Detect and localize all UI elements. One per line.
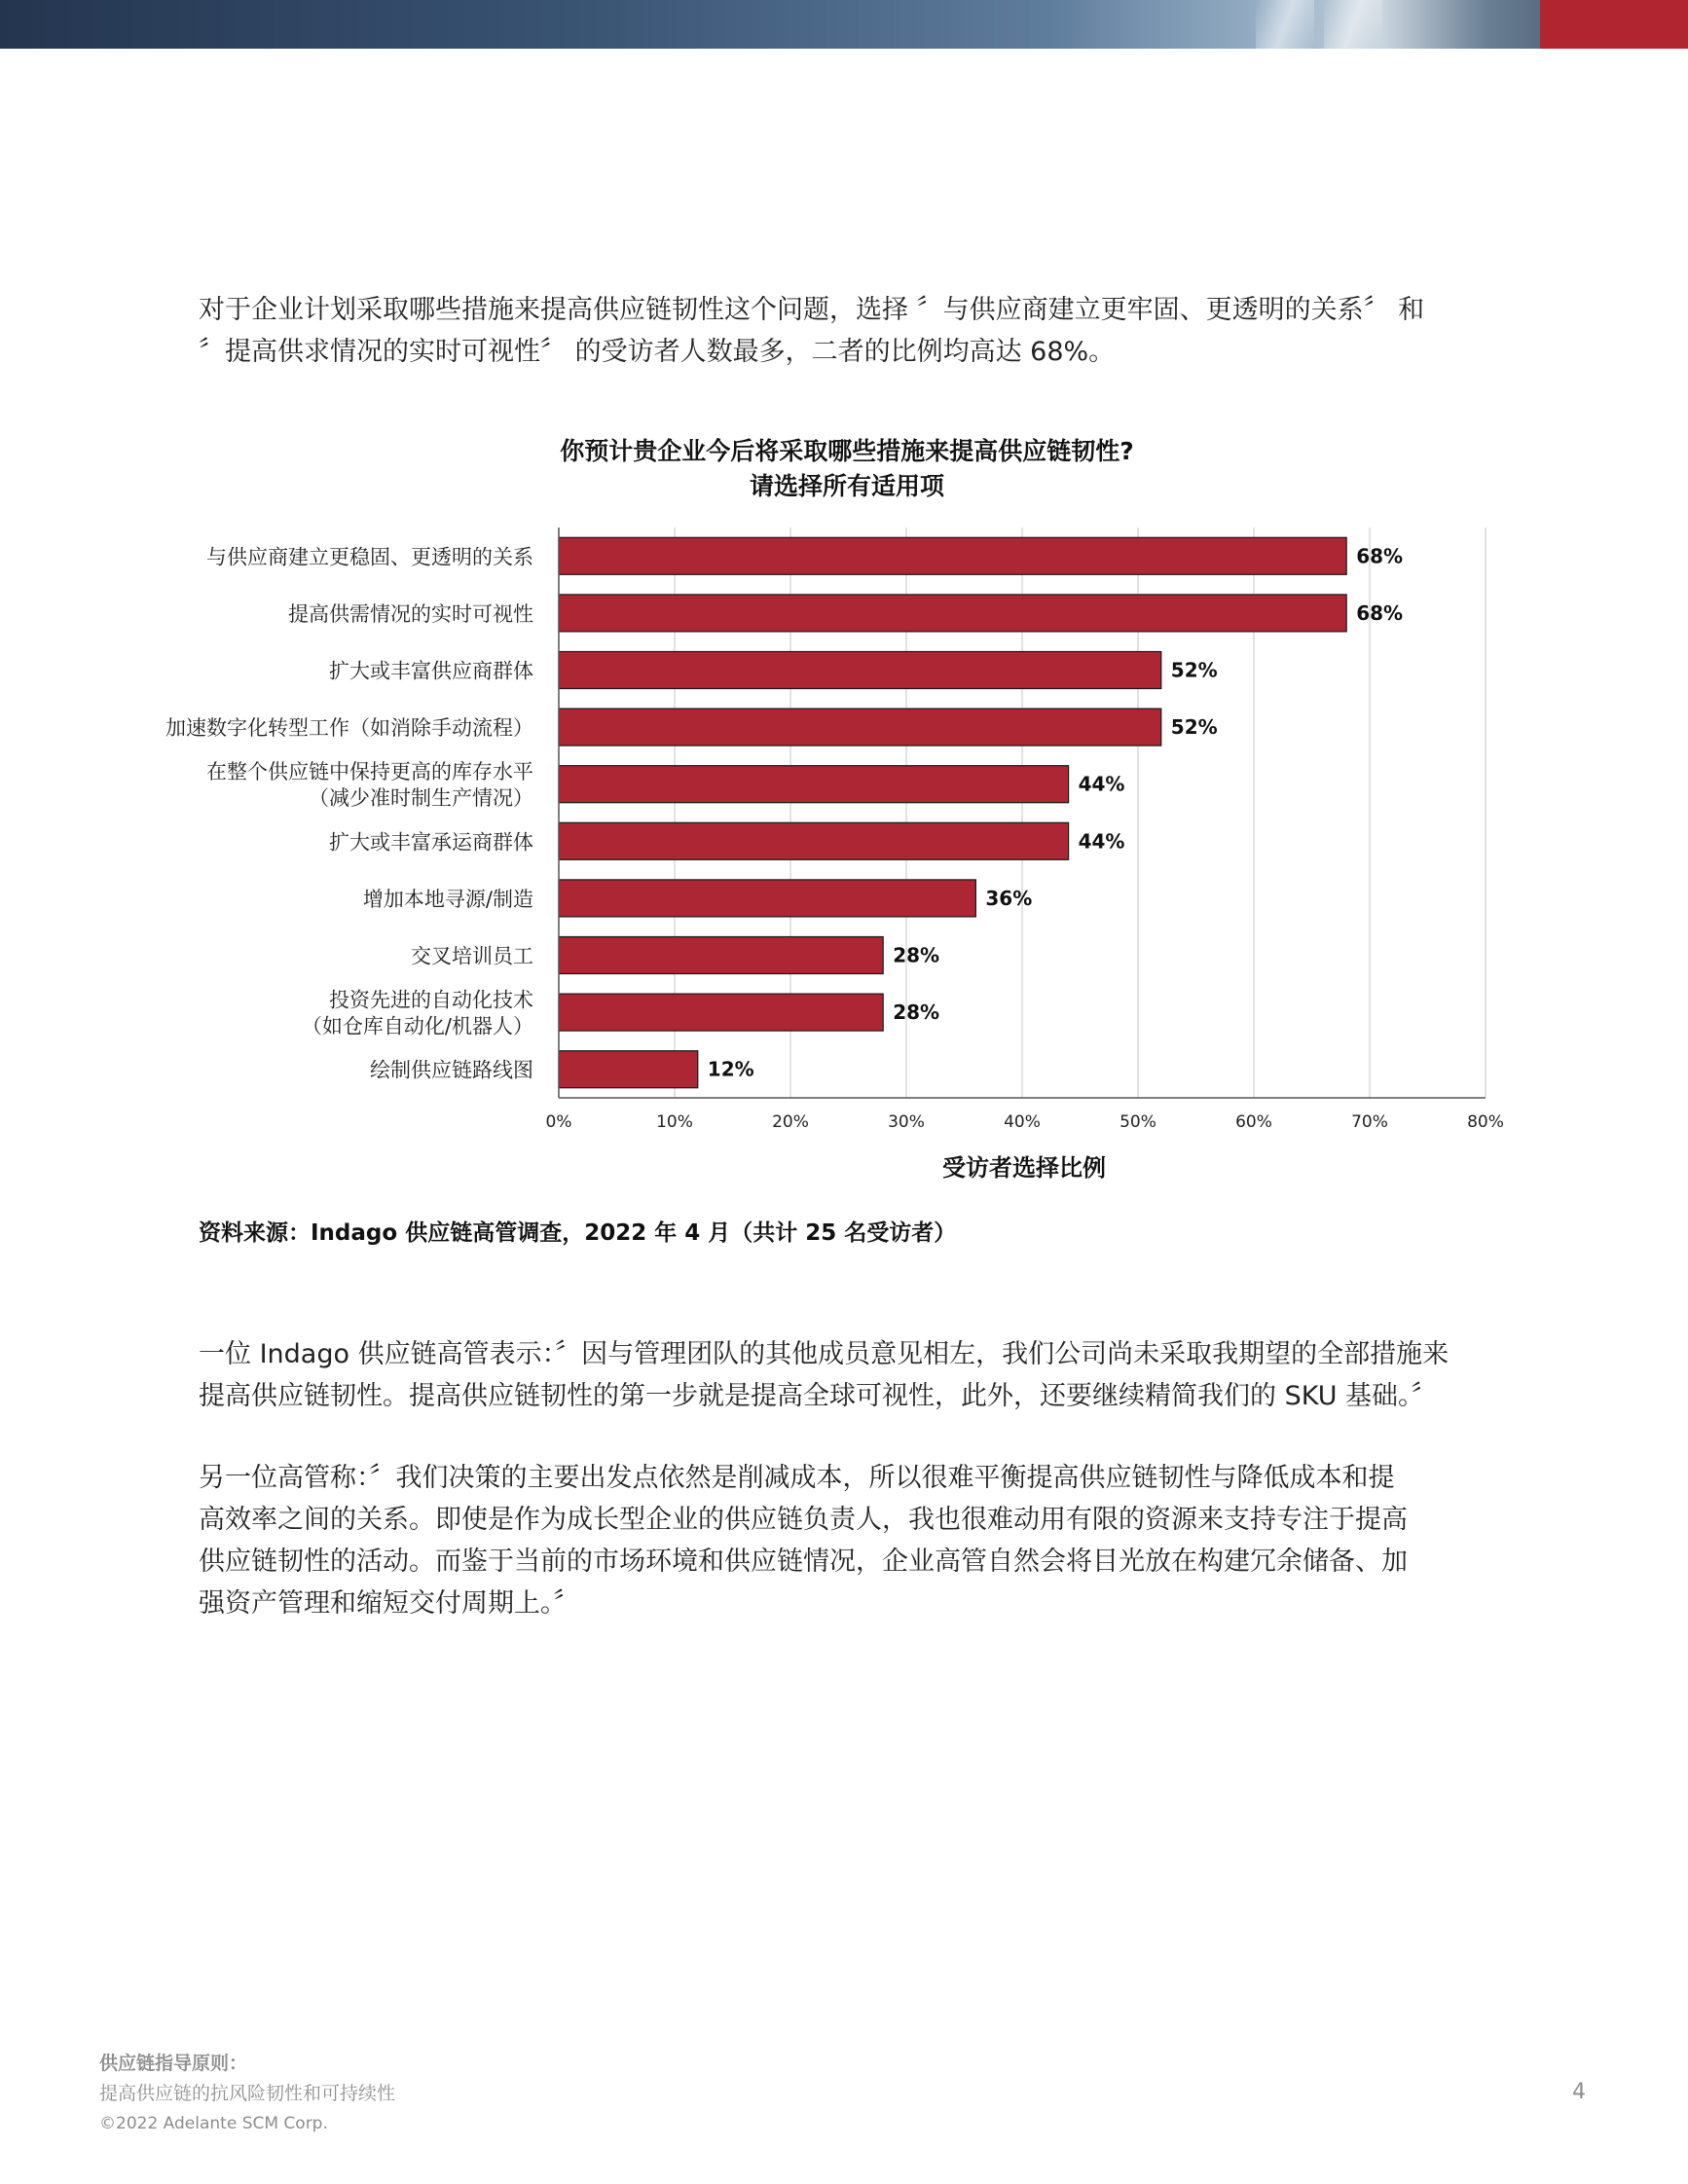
chart-category-label: 扩大或丰富供应商群体 <box>329 659 533 683</box>
quote-paragraph-2 <box>199 1457 1493 1624</box>
quote-line: 供应链韧性的活动。而鉴于当前的市场环境和供应链情况，企业高管自然会将目光放在构建冗余储备、加 <box>199 1547 1408 1577</box>
chart-data-label: 68% <box>1356 601 1404 625</box>
chart-data-label: 52% <box>1170 658 1218 682</box>
chart-bar <box>559 822 1069 859</box>
chart-title: 你预计贵企业今后将采取哪些措施来提高供应链韧性? <box>560 437 1134 465</box>
quote-line: 高效率之间的关系。即使是作为成长型企业的供应链负责人，我也很难动用有限的资源来支持专注于提高 <box>199 1505 1408 1535</box>
chart-bar <box>559 537 1346 574</box>
header-banner <box>0 0 1688 49</box>
chart-bar <box>559 994 883 1031</box>
chart-data-label: 44% <box>1078 772 1125 796</box>
chart-data-label: 28% <box>893 943 940 967</box>
quote-paragraph-1 <box>199 1333 1493 1417</box>
chart-category-label: 增加本地寻源/制造 <box>362 887 533 911</box>
quote-line: 强资产管理和缩短交付周期上。〞 <box>199 1588 580 1619</box>
chart-category-label: 投资先进的自动化技术 <box>329 988 533 1012</box>
chart-category-label: 提高供需情况的实时可视性 <box>288 601 533 626</box>
chart-bar <box>559 709 1161 746</box>
chart-data-label: 12% <box>707 1057 754 1081</box>
chart-category-label: （如仓库自动化/机器人） <box>301 1014 533 1038</box>
chart-x-tick-label: 50% <box>1119 1112 1156 1132</box>
quote-line: 提高供应链韧性。提高供应链韧性的第一步就是提高全球可视性，此外，还要继续精简我们的 SKU 基础。〞 <box>199 1381 1438 1411</box>
footer-title: 供应链指导原则： <box>99 2053 248 2074</box>
chart-x-tick-label: 40% <box>1004 1112 1041 1132</box>
intro-line: 〞提高供求情况的实时可视性〞 的受访者人数最多，二者的比例均高达 68%。 <box>199 337 1116 367</box>
chart-bar <box>559 595 1346 632</box>
chart-category-label: 加速数字化转型工作（如消除手动流程） <box>165 716 533 741</box>
footer-subtitle: 提高供应链的抗风险韧性和可持续性 <box>99 2083 396 2104</box>
chart-bar <box>559 652 1161 689</box>
chart-x-ticks <box>546 1112 1504 1132</box>
chart-bar <box>559 937 883 974</box>
chart-x-tick-label: 60% <box>1235 1112 1272 1132</box>
chart-subtitle: 请选择所有适用项 <box>749 472 944 500</box>
chart-data-label: 36% <box>985 886 1033 910</box>
page-number: 4 <box>1572 2080 1586 2104</box>
header-streak <box>1324 0 1382 49</box>
intro-line: 对于企业计划采取哪些措施来提高供应链韧性这个问题，选择 〞与供应商建立更牢固、更透明的关系〞 和 <box>199 295 1425 325</box>
chart-bar <box>559 766 1069 803</box>
header-streak <box>1256 0 1314 49</box>
chart-x-tick-label: 80% <box>1467 1112 1504 1132</box>
footer-copyright: ©2022 Adelante SCM Corp. <box>99 2114 328 2133</box>
chart-bars <box>559 537 1403 1087</box>
chart-category-label: 与供应商建立更稳固、更透明的关系 <box>206 545 533 569</box>
chart-x-tick-label: 10% <box>656 1112 693 1132</box>
chart-x-tick-label: 0% <box>545 1112 572 1132</box>
intro-paragraph <box>199 289 1493 373</box>
chart-category-label: 交叉培训员工 <box>411 944 533 968</box>
chart-data-label: 28% <box>893 1001 940 1025</box>
chart-category-labels <box>165 545 533 1081</box>
quote-line: 一位 Indago 供应链高管表示：〞因与管理团队的其他成员意见相左，我们公司尚未采取我期望的全部措施来 <box>199 1339 1449 1369</box>
chart-category-label: 绘制供应链路线图 <box>370 1058 533 1082</box>
chart-data-label: 44% <box>1078 829 1125 854</box>
chart-data-label: 52% <box>1170 715 1218 740</box>
chart-category-label: 扩大或丰富承运商群体 <box>329 830 533 855</box>
chart-x-axis-label: 受访者选择比例 <box>942 1154 1106 1182</box>
chart-x-tick-label: 30% <box>888 1112 925 1132</box>
header-accent-block <box>1540 0 1688 49</box>
chart-bar <box>559 880 975 917</box>
chart-source: 资料来源：Indago 供应链高管调查，2022 年 4 月（共计 25 名受访者） <box>199 1220 957 1246</box>
chart-category-label: （减少准时制生产情况） <box>309 786 533 811</box>
chart-title-block <box>234 434 1460 504</box>
chart-category-label: 在整个供应链中保持更高的库存水平 <box>206 760 533 784</box>
bar-chart <box>0 516 1688 1197</box>
chart-bar <box>559 1051 698 1088</box>
chart-x-tick-label: 70% <box>1351 1112 1388 1132</box>
chart-x-tick-label: 20% <box>772 1112 809 1132</box>
quote-line: 另一位高管称：〞我们决策的主要出发点依然是削减成本，所以很难平衡提高供应链韧性与降低成本和提 <box>199 1463 1395 1493</box>
chart-data-label: 68% <box>1356 544 1404 568</box>
